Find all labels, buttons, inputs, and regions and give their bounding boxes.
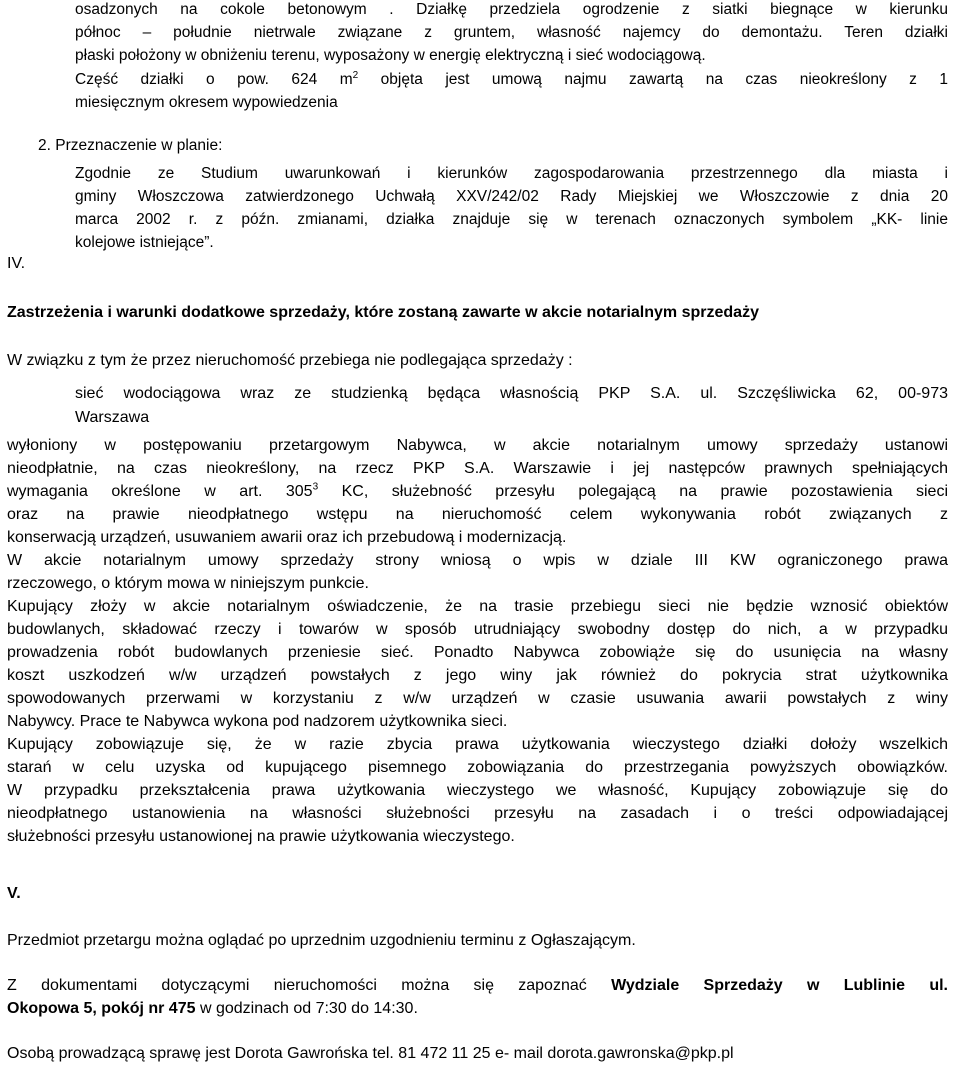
- text-line: marca 2002 r. z późn. zmianami, działka znajduje się w terenach oznaczonych symbolem „KK- linie: [75, 211, 948, 228]
- article-superscript: 3: [312, 481, 319, 493]
- text-line: rzeczowego, o którym mowa w niniejszym punkcie.: [7, 575, 369, 592]
- area-line: [75, 70, 948, 90]
- text-line: kolejowe istniejące”.: [75, 234, 214, 251]
- square-superscript: 2: [352, 69, 359, 81]
- section-number: IV.: [7, 255, 26, 272]
- area-text: Część działki o pow. 624 m: [75, 71, 353, 88]
- contact-line: Osobą prowadzącą sprawę jest Dorota Gawrońska tel. 81 472 11 25 e- mail dorota.gawronska@pkp.pl: [7, 1045, 734, 1062]
- text-line: wyłoniony w postępowaniu przetargowym Nabywca, w akcie notarialnym umowy sprzedaży ustanowi: [7, 437, 948, 454]
- office-address: Okopowa 5, pokój nr 475: [7, 1000, 196, 1017]
- plan-heading: 2. Przeznaczenie w planie:: [38, 137, 223, 154]
- text-line: budowlanych, składować rzeczy i towarów w sposób utrudniający swobodny dostęp do nich, a w przypadku: [7, 621, 948, 638]
- text-line: służebności przesyłu ustanowionej na prawie użytkowania wieczystego.: [7, 828, 515, 845]
- office-hours: w godzinach od 7:30 do 14:30.: [195, 1000, 418, 1017]
- text-line: koszt uszkodzeń w/w urządzeń powstałych z jego winy jak również do pokrycia strat użytkownika: [7, 667, 948, 684]
- text-line: Warszawa: [75, 409, 150, 426]
- text-line: Przedmiot przetargu można oglądać po uprzednim uzgodnieniu terminu z Ogłaszającym.: [7, 932, 636, 949]
- area-text-rest: objęta jest umową najmu zawartą na czas nieokreślony z 1: [358, 71, 948, 88]
- text-line: płaski położony w obniżeniu terenu, wyposażony w energię elektryczną i sieć wodociągową.: [75, 47, 706, 64]
- text-line: Zgodnie ze Studium uwarunkowań i kierunków zagospodarowania przestrzennego dla miasta i: [75, 165, 948, 182]
- article-line: [7, 482, 948, 502]
- text-line: starań w celu uzyska od kupującego pisemnego zobowiązania do przestrzegania powyższych obowiązków.: [7, 759, 948, 776]
- text-line: W akcie notarialnym umowy sprzedaży strony wniosą o wpis w dziale III KW ograniczonego prawa: [7, 552, 948, 569]
- text-line: Kupujący zobowiązuje się, że w razie zbycia prawa użytkowania wieczystego działki dołoży wszelkich: [7, 736, 948, 753]
- text-line: gminy Włoszczowa zatwierdzonego Uchwałą XXV/242/02 Rady Miejskiej we Włoszczowie z dnia 20: [75, 188, 948, 205]
- documents-line: [7, 976, 948, 996]
- documents-text: Z dokumentami dotyczącymi nieruchomości można się zapoznać: [7, 977, 612, 994]
- text-line: oraz na prawie nieodpłatnego wstępu na nieruchomość celem wykonywania robót związanych z: [7, 506, 948, 523]
- text-line: osadzonych na cokole betonowym . Działkę przedziela ogrodzenie z siatki biegnące w kierunku: [75, 1, 948, 18]
- text-line: konserwacją urządzeń, usuwaniem awarii oraz ich przebudową i modernizacją.: [7, 529, 567, 546]
- text-line: W przypadku przekształcenia prawa użytkowania wieczystego we własność, Kupujący zobowiązuje się do: [7, 782, 948, 799]
- article-text-rest: KC, służebność przesyłu polegającą na prawie pozostawienia sieci: [318, 483, 949, 500]
- office-line: [7, 999, 418, 1019]
- department-name: Wydziale Sprzedaży w Lublinie ul.: [611, 977, 949, 994]
- text-line: nieodpłatnie, na czas nieokreślony, na rzecz PKP S.A. Warszawie i jej następców prawnych spełniających: [7, 460, 948, 477]
- section-heading: Zastrzeżenia i warunki dodatkowe sprzedaży, które zostaną zawarte w akcie notarialnym sprzedaży: [7, 304, 759, 321]
- text-line: W związku z tym że przez nieruchomość przebiega nie podlegająca sprzedaży :: [7, 352, 573, 369]
- text-line: Nabywcy. Prace te Nabywca wykona pod nadzorem użytkownika sieci.: [7, 713, 508, 730]
- text-line: Kupujący złoży w akcie notarialnym oświadczenie, że na trasie przebiegu sieci nie będzie wznosić obiektów: [7, 598, 948, 615]
- text-line: północ – południe nietrwale związane z gruntem, własność najemcy do demontażu. Teren działki: [75, 24, 948, 41]
- article-text: wymagania określone w art. 305: [7, 483, 313, 500]
- text-line: miesięcznym okresem wypowiedzenia: [75, 94, 338, 111]
- text-line: sieć wodociągowa wraz ze studzienką będąca własnością PKP S.A. ul. Szczęśliwicka 62, 00-973: [75, 385, 948, 402]
- text-line: nieodpłatnego ustanowienia na własności służebności przesyłu na zasadach i o treści odpowiadającej: [7, 805, 948, 822]
- section-number: V.: [7, 885, 21, 902]
- text-line: spowodowanych przerwami w korzystaniu z w/w urządzeń w czasie usuwania awarii powstałych z winy: [7, 690, 948, 707]
- text-line: prowadzenia robót budowlanych przeniesie sieć. Ponadto Nabywca zobowiąże się do usunięcia na własny: [7, 644, 948, 661]
